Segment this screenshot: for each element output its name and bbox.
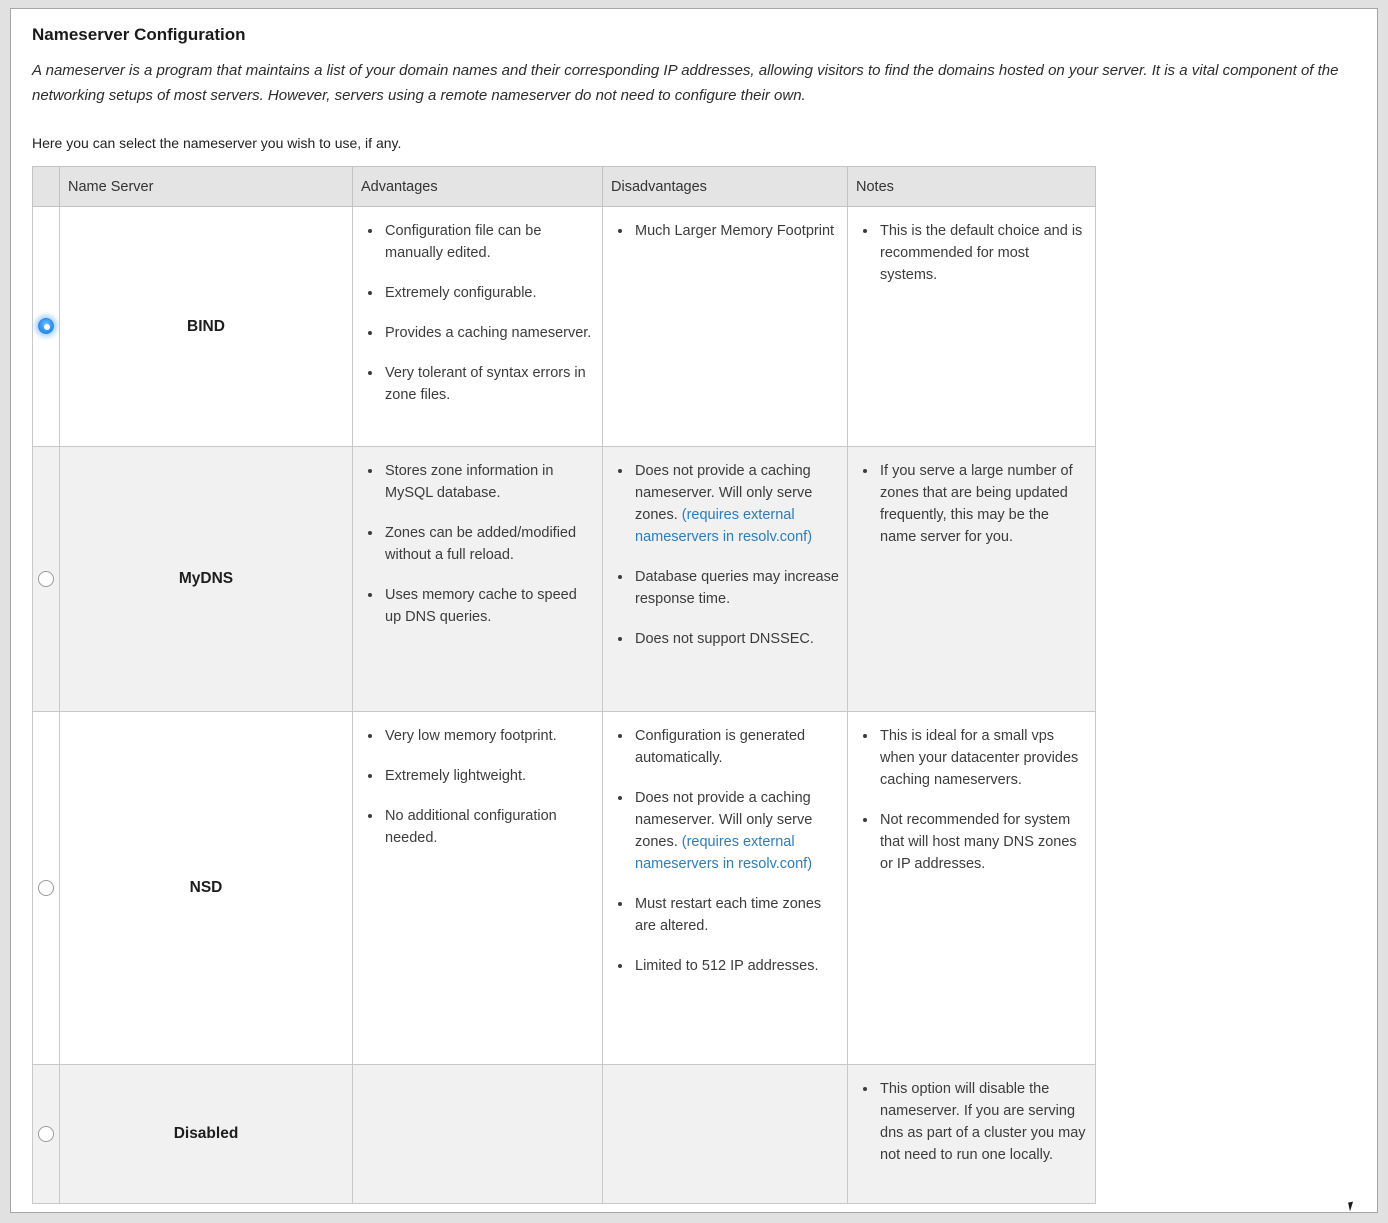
radio-cell-disabled [33,1065,60,1204]
notes-item: • This option will disable the nameserver. If you are serving dns as part of a cluster you may not need to run one locally. [878,1078,1087,1166]
nameserver-radio-nsd[interactable] [38,880,54,896]
nameserver-name-nsd: NSD [60,712,353,1065]
advantages-list [357,460,594,628]
resolv-conf-link[interactable]: (requires external nameservers in resolv.conf) [635,834,813,872]
notes-list [852,725,1087,875]
disadvantages-cell-disabled [603,1065,848,1204]
notes-item: • This is ideal for a small vps when your datacenter provides caching nameservers. [878,725,1087,791]
disadvantages-item: • Configuration is generated automatically. [633,725,839,769]
advantages-item: • Zones can be added/modified without a full reload. [383,522,594,566]
disadvantages-item: • Must restart each time zones are altered. [633,893,839,937]
disadvantages-list [607,460,839,650]
nameserver-name-bind: BIND [60,207,353,447]
nameserver-table-body [33,207,1096,1204]
radio-column-header [33,167,60,207]
radio-cell-nsd [33,712,60,1065]
disadvantages-list [607,220,839,242]
notes-list [852,1078,1087,1166]
column-header-notes: Notes [848,167,1096,207]
notes-item: • This is the default choice and is recommended for most systems. [878,220,1087,286]
notes-item: • Not recommended for system that will host many DNS zones or IP addresses. [878,809,1087,875]
selection-instruction: Here you can select the nameserver you wish to use, if any. [32,135,402,151]
advantages-cell-bind [353,207,603,447]
table-header-row [33,167,1096,207]
advantages-item: • Extremely lightweight. [383,765,594,787]
page-title: Nameserver Configuration [32,25,246,44]
disadvantages-item: • Does not support DNSSEC. [633,628,839,650]
disadvantages-item: • Does not provide a caching nameserver. Will only serve zones. (requires external nameservers in resolv.conf) [633,460,839,548]
advantages-cell-disabled [353,1065,603,1204]
notes-list [852,220,1087,286]
advantages-item: • Uses memory cache to speed up DNS queries. [383,584,594,628]
nameserver-radio-disabled[interactable] [38,1126,54,1142]
advantages-item: • Very low memory footprint. [383,725,594,747]
notes-cell-mydns [848,447,1096,712]
radio-cell-bind [33,207,60,447]
table-row-nsd [33,712,1096,1065]
advantages-list [357,220,594,406]
nameserver-name-disabled: Disabled [60,1065,353,1204]
disadvantages-item: • Limited to 512 IP addresses. [633,955,839,977]
nameserver-table [32,166,1096,1204]
advantages-item: • No additional configuration needed. [383,805,594,849]
disadvantages-item: • Much Larger Memory Footprint [633,220,839,242]
disadvantages-cell-bind [603,207,848,447]
nameserver-config-panel [10,8,1378,1213]
table-row-disabled [33,1065,1096,1204]
disadvantages-cell-mydns [603,447,848,712]
column-header-advantages: Advantages [353,167,603,207]
table-row-bind [33,207,1096,447]
advantages-item: • Stores zone information in MySQL database. [383,460,594,504]
intro-paragraph: A nameserver is a program that maintains a list of your domain names and their corresponding IP addresses, allowing visitors to find the domains hosted on your server. It is a vital component of the networking setups of most servers. However, servers using a remote nameserver do not need to configure their own. [32,62,1339,104]
advantages-cell-mydns [353,447,603,712]
advantages-list [357,725,594,849]
advantages-item: • Very tolerant of syntax errors in zone files. [383,362,594,406]
notes-list [852,460,1087,548]
nameserver-radio-bind[interactable] [38,318,54,334]
table-row-mydns [33,447,1096,712]
nameserver-name-mydns: MyDNS [60,447,353,712]
disadvantages-item: • Does not provide a caching nameserver. Will only serve zones. (requires external nameservers in resolv.conf) [633,787,839,875]
notes-cell-disabled [848,1065,1096,1204]
notes-cell-nsd [848,712,1096,1065]
notes-cell-bind [848,207,1096,447]
advantages-item: • Provides a caching nameserver. [383,322,594,344]
column-header-disadvantages: Disadvantages [603,167,848,207]
nameserver-radio-mydns[interactable] [38,571,54,587]
disadvantages-list [607,725,839,977]
notes-item: • If you serve a large number of zones that are being updated frequently, this may be the name server for you. [878,460,1087,548]
disadvantages-item: • Database queries may increase response time. [633,566,839,610]
resolv-conf-link[interactable]: (requires external nameservers in resolv.conf) [635,507,813,545]
advantages-item: • Extremely configurable. [383,282,594,304]
column-header-name-server: Name Server [60,167,353,207]
advantages-cell-nsd [353,712,603,1065]
advantages-item: • Configuration file can be manually edited. [383,220,594,264]
disadvantages-cell-nsd [603,712,848,1065]
radio-cell-mydns [33,447,60,712]
